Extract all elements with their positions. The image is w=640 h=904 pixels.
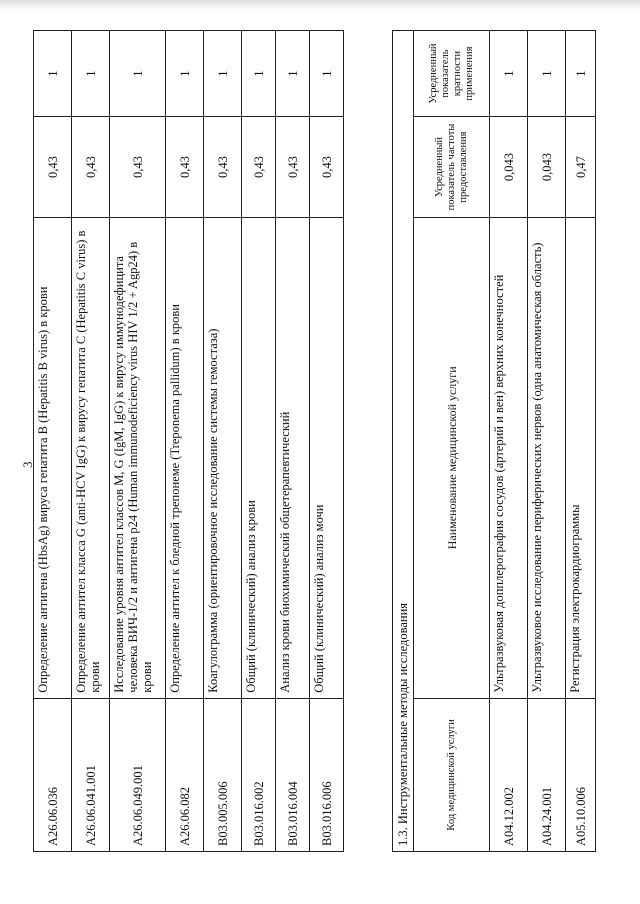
service-multiplicity: 1 [110, 31, 166, 117]
header-frequency: Усредненный показатель частоты предоставления [414, 117, 490, 218]
service-multiplicity: 1 [242, 31, 276, 117]
table-row [72, 31, 110, 852]
table-row [276, 31, 310, 852]
service-code: B03.016.002 [242, 698, 276, 851]
table-row [242, 31, 276, 852]
section-title: 1.3. Инструментальные методы исследования [393, 31, 414, 852]
service-multiplicity: 1 [204, 31, 242, 117]
service-code: A26.06.049.001 [110, 698, 166, 851]
instrumental-methods-table [392, 30, 596, 852]
service-multiplicity: 1 [34, 31, 72, 117]
service-code: B03.016.004 [276, 698, 310, 851]
service-multiplicity: 1 [72, 31, 110, 117]
service-frequency: 0,43 [166, 117, 204, 218]
service-name: Ультразвуковая допплерография сосудов (артерий и вен) верхних конечностей [490, 217, 528, 698]
service-name: Общий (клинический) анализ крови [242, 217, 276, 698]
service-code: B03.016.006 [310, 698, 344, 851]
service-code: A04.12.002 [490, 698, 528, 851]
service-multiplicity: 1 [528, 31, 566, 117]
service-multiplicity: 1 [276, 31, 310, 117]
service-multiplicity: 1 [166, 31, 204, 117]
service-name: Коагулограмма (ориентировочное исследование системы гемостаза) [204, 217, 242, 698]
table-row [566, 31, 596, 852]
service-code: B03.005.006 [204, 698, 242, 851]
section-title-row [393, 31, 414, 852]
table-row [490, 31, 528, 852]
service-name: Определение антител класса G (anti-HCV IgG) к вирусу гепатита С (Hepatitis C virus) в крови [72, 217, 110, 698]
service-name: Ультразвуковое исследование периферических нервов (одна анатомическая область) [528, 217, 566, 698]
table-row [166, 31, 204, 852]
service-frequency: 0,43 [110, 117, 166, 218]
service-code: A05.10.006 [566, 698, 596, 851]
table-row [204, 31, 242, 852]
service-name: Анализ крови биохимический общетерапевтический [276, 217, 310, 698]
table-row [34, 31, 72, 852]
service-frequency: 0,043 [490, 117, 528, 218]
laboratory-services-table [33, 30, 344, 852]
service-frequency: 0,043 [528, 117, 566, 218]
service-code: A26.06.041.001 [72, 698, 110, 851]
service-frequency: 0,43 [310, 117, 344, 218]
page-number: 3 [20, 461, 35, 468]
table-row [528, 31, 566, 852]
service-multiplicity: 1 [310, 31, 344, 117]
service-frequency: 0,43 [242, 117, 276, 218]
service-name: Общий (клинический) анализ мочи [310, 217, 344, 698]
service-code: A26.06.036 [34, 698, 72, 851]
service-code: A26.06.082 [166, 698, 204, 851]
table-row [310, 31, 344, 852]
table-row [110, 31, 166, 852]
service-name: Определение антигена (HbsAg) вируса гепатита В (Hepatitis B virus) в крови [34, 217, 72, 698]
service-frequency: 0,43 [204, 117, 242, 218]
service-multiplicity: 1 [566, 31, 596, 117]
service-name: Определение антител к бледной трепонеме (Treponema pallidum) в крови [166, 217, 204, 698]
service-name: Исследование уровня антител классов M, G (IgM, IgG) к вирусу иммунодефицита человека ВИЧ-1/2 и антигена p24 (Human immunodeficiency virus HIV 1/2 + Agp24) в крови [110, 217, 166, 698]
header-name: Наименование медицинской услуги [414, 217, 490, 698]
service-multiplicity: 1 [490, 31, 528, 117]
table-header-row [414, 31, 490, 852]
service-frequency: 0,43 [276, 117, 310, 218]
service-name: Регистрация электрокардиограммы [566, 217, 596, 698]
header-multiplicity: Усредненный показатель кратности применения [414, 31, 490, 117]
header-code: Код медицинской услуги [414, 698, 490, 851]
scan-edge-shadow [0, 0, 640, 10]
service-frequency: 0,47 [566, 117, 596, 218]
service-frequency: 0,43 [34, 117, 72, 218]
service-frequency: 0,43 [72, 117, 110, 218]
service-code: A04.24.001 [528, 698, 566, 851]
